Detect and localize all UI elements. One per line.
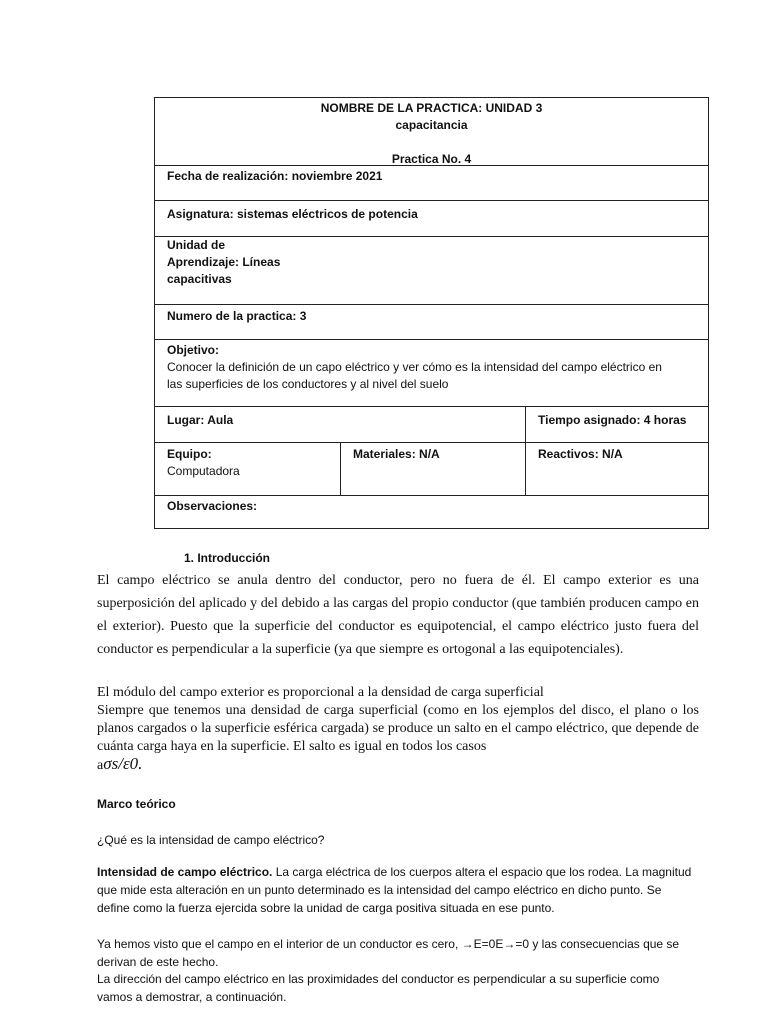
unidad-line2: Aprendizaje: Líneas — [167, 255, 281, 269]
marco-paragraph-ya: Ya hemos visto que el campo en el interior de un conductor es cero, →E=0E→=0 y las consecuencias que se derivan de este hecho. — [97, 937, 680, 969]
asignatura-row — [155, 201, 708, 237]
marco-question: ¿Qué es la intensidad de campo eléctrico? — [97, 833, 325, 847]
intro-heading: 1. Introducción — [184, 551, 271, 565]
equipo-cell — [155, 443, 341, 495]
equipo-label: Equipo: — [167, 447, 212, 461]
unidad-line3: capacitivas — [167, 272, 232, 286]
unidad-row — [155, 237, 708, 305]
numero-text: Numero de la practica: 3 — [167, 309, 307, 323]
materiales-text: Materiales: N/A — [341, 443, 526, 495]
fecha-text: Fecha de realización: noviembre 2021 — [167, 169, 383, 183]
equipo-row — [155, 443, 708, 496]
definition-text: La carga eléctrica de los cuerpos altera el espacio que los rodea. La magnitud que mide esta alteración en un punto determinado es la intensidad del campo eléctrico en dicho punto. Se define como la fuerza ejercida sobre la unidad de carga positiva situada en ese punto. — [97, 865, 692, 915]
numero-row — [155, 305, 708, 340]
tiempo-text: Tiempo asignado: 4 horas — [538, 413, 687, 427]
fecha-row — [155, 166, 708, 201]
reactivos-text: Reactivos: N/A — [538, 447, 623, 461]
unidad-cell — [155, 237, 708, 304]
observaciones-text: Observaciones: — [167, 499, 258, 513]
asignatura-text: Asignatura: sistemas eléctricos de potencia — [167, 207, 418, 221]
practice-number: Practica No. 4 — [391, 152, 472, 166]
intro-paragraph-1: El campo eléctrico se anula dentro del conductor, pero no fuera de él. El campo exterior es una superposición del aplicado y del debido a las cargas del propio conductor (que también producen campo en el exterior). Puesto que la superficie del conductor es equipotencial, el campo eléctrico justo fuera del conductor es perpendicular a la superficie (ya que siempre es ortogonal a las equipotenciales). — [97, 573, 699, 657]
marco-definition — [97, 863, 697, 917]
title-row — [155, 98, 708, 166]
objetivo-line1: Conocer la definición de un capo eléctrico y ver cómo es la intensidad del campo eléctrico en — [167, 360, 662, 374]
objetivo-cell — [155, 340, 708, 406]
intro-paragraph-2: El módulo del campo exterior es proporcional a la densidad de carga superficial — [97, 685, 544, 700]
intro-paragraph-3: Siempre que tenemos una densidad de carga superficial (como en los ejemplos del disco, el plano o los planos cargados o la superficie esférica cargada) se produce un salto en el campo eléctrico, que depende de cuánta carga haya en la superficie. El salto es igual en todos los casos — [97, 703, 699, 754]
equipo-value: Computadora — [167, 464, 240, 478]
lugar-text: Lugar: Aula — [155, 407, 526, 442]
definition-term: Intensidad de campo eléctrico. — [97, 865, 273, 879]
objetivo-row — [155, 340, 708, 407]
observaciones-row — [155, 496, 708, 528]
lugar-row — [155, 407, 708, 443]
formula-prefix: a — [97, 758, 104, 773]
objetivo-label: Objetivo: — [167, 343, 220, 357]
practice-subtitle: capacitancia — [395, 118, 468, 132]
marco-paragraph-direccion: La dirección del campo eléctrico en las proximidades del conductor es perpendicular a su superficie como vamos a demostrar, a continuación. — [97, 972, 660, 1004]
unidad-line1: Unidad de — [167, 238, 226, 252]
practice-title: NOMBRE DE LA PRACTICA: UNIDAD 3 — [320, 101, 543, 115]
marco-heading: Marco teórico — [97, 797, 176, 811]
sigma-over-epsilon-formula: σs/ε0. — [103, 754, 143, 773]
formula-line — [97, 754, 142, 774]
objetivo-line2: las superficies de los conductores y al nivel del suelo — [167, 377, 449, 391]
practice-header-table — [154, 97, 709, 529]
title-cell — [155, 98, 708, 165]
